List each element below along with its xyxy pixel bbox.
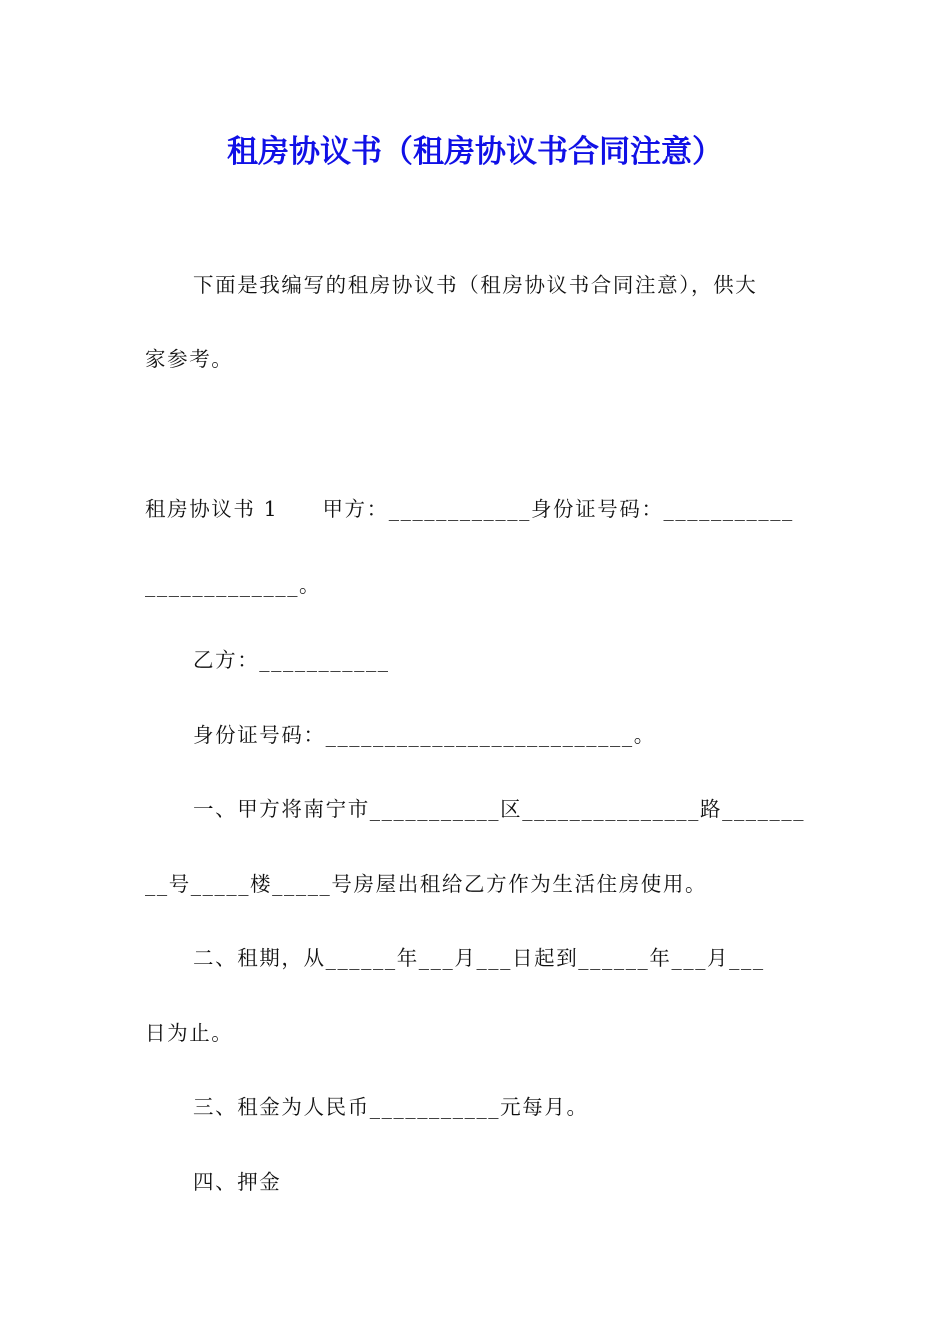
party-a-line: 租房协议书 1 甲方：____________身份证号码：___________ (145, 497, 794, 521)
clause-1-line-1: 一、甲方将南宁市___________区_______________路_______ (193, 797, 806, 821)
clause-4-line: 四、押金 (193, 1170, 282, 1194)
clause-2-line-2: 日为止。 (145, 1021, 234, 1045)
intro-line-2: 家参考。 (145, 347, 234, 371)
party-a-id-continuation: _____________。 (145, 573, 322, 597)
page-title: 租房协议书（租房协议书合同注意） (227, 134, 723, 170)
clause-1-line-2: __号_____楼_____号房屋出租给乙方作为生活住房使用。 (145, 872, 708, 896)
party-b-id-line: 身份证号码：__________________________。 (193, 723, 656, 747)
intro-line-1: 下面是我编写的租房协议书（租房协议书合同注意），供大 (193, 273, 758, 297)
party-b-line: 乙方：___________ (193, 648, 390, 672)
clause-2-line-1: 二、租期，从______年___月___日起到______年___月___ (193, 946, 765, 970)
clause-3-line: 三、租金为人民币___________元每月。 (193, 1095, 589, 1119)
